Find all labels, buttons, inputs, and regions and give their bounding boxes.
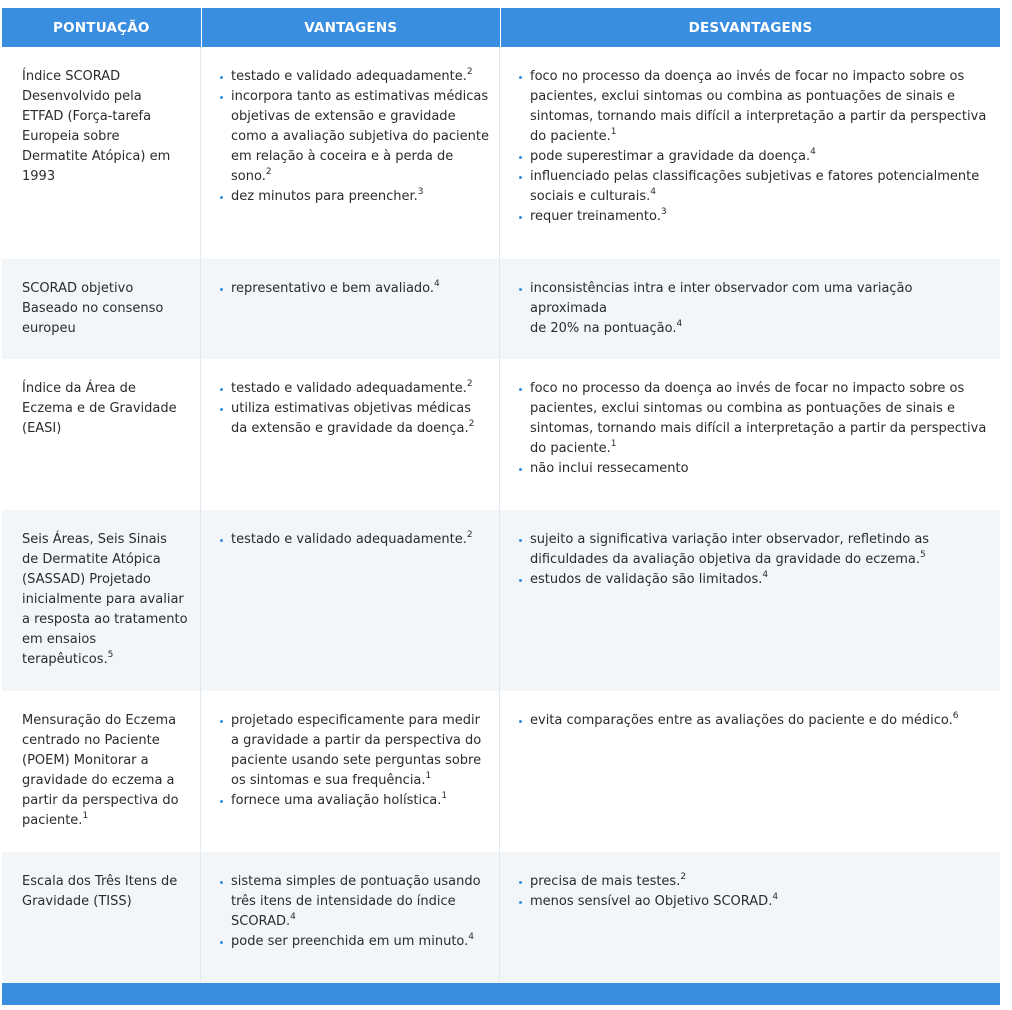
- reference-number: 2: [466, 66, 473, 77]
- reference-number: 1: [610, 438, 617, 449]
- disadvantage-item: [518, 207, 990, 227]
- cell-text-line: foco no processo da doença ao invés de focar no impacto sobre os: [530, 69, 965, 84]
- reference-number: 3: [417, 186, 424, 197]
- advantages-cell: [201, 47, 500, 259]
- score-name-line: Gravidade (TISS): [22, 894, 132, 909]
- header-pontuacao: PONTUAÇÃO: [2, 8, 202, 47]
- cell-text-line: influenciado pelas classificações subjetivas e fatores potencialmente: [530, 169, 980, 184]
- advantage-list: [219, 530, 489, 550]
- cell-text-line: três itens de intensidade do índice: [231, 894, 456, 909]
- table-footer-bar: [2, 983, 1000, 1005]
- advantage-list: [219, 279, 489, 299]
- advantage-item: [219, 872, 489, 932]
- cell-text-line: de 20% na pontuação.: [530, 321, 677, 336]
- table-row: [2, 510, 1000, 691]
- score-name-cell: [2, 852, 201, 982]
- disadvantage-item: [518, 530, 990, 570]
- disadvantage-item: [518, 711, 990, 731]
- cell-text-line: precisa de mais testes.: [530, 874, 681, 889]
- cell-text-line: testado e validado adequadamente.: [231, 381, 467, 396]
- score-name-line: Índice da Área de: [22, 381, 136, 396]
- reference-number: 4: [772, 891, 779, 902]
- cell-text-line: representativo e bem avaliado.: [231, 281, 435, 296]
- disadvantage-item: [518, 379, 990, 459]
- disadvantage-list: [518, 711, 990, 731]
- cell-text-line: pode ser preenchida em um minuto.: [231, 934, 469, 949]
- reference-number: 6: [952, 710, 959, 721]
- disadvantages-cell: [500, 852, 1000, 982]
- advantage-item: [219, 711, 489, 791]
- score-name-line: europeu: [22, 321, 76, 336]
- disadvantage-item: [518, 570, 990, 590]
- score-name-line: de Dermatite Atópica: [22, 552, 161, 567]
- score-name-line: gravidade do eczema a: [22, 773, 175, 788]
- reference-number: 2: [680, 871, 687, 882]
- cell-text-line: inconsistências intra e inter observador com uma variação aproximada: [530, 281, 913, 316]
- reference-number: 2: [466, 529, 473, 540]
- score-name-line: Baseado no consenso: [22, 301, 164, 316]
- score-name-cell: [2, 359, 201, 510]
- score-name-line: Índice SCORAD: [22, 69, 121, 84]
- score-name-line: centrado no Paciente: [22, 733, 160, 748]
- table-row: [2, 359, 1000, 510]
- cell-text-line: testado e validado adequadamente.: [231, 532, 467, 547]
- cell-text-line: sintomas, tornando mais difícil a interpretação a partir da perspectiva: [530, 421, 987, 436]
- score-name-cell: [2, 510, 201, 691]
- cell-text-line: sistema simples de pontuação usando: [231, 874, 481, 889]
- cell-text-line: evita comparações entre as avaliações do paciente e do médico.: [530, 713, 953, 728]
- advantages-cell: [201, 852, 500, 982]
- score-name-line: Seis Áreas, Seis Sinais: [22, 532, 167, 547]
- cell-text-line: como a avaliação subjetiva do paciente: [231, 129, 489, 144]
- disadvantages-cell: [500, 510, 1000, 691]
- cell-text-line: em relação à coceira e à perda de: [231, 149, 454, 164]
- cell-text-line: SCORAD.: [231, 914, 291, 929]
- score-name-line: (SASSAD) Projetado: [22, 572, 151, 587]
- advantage-item: [219, 187, 489, 207]
- disadvantage-item: [518, 147, 990, 167]
- score-name-line: Eczema e de Gravidade: [22, 401, 177, 416]
- table-row: [2, 691, 1000, 852]
- score-name-line: Desenvolvido pela: [22, 89, 142, 104]
- cell-text-line: dez minutos para preencher.: [231, 189, 418, 204]
- disadvantage-item: [518, 167, 990, 207]
- reference-number: 2: [265, 166, 272, 177]
- cell-text-line: sociais e culturais.: [530, 189, 651, 204]
- advantage-item: [219, 279, 489, 299]
- reference-number: 4: [810, 146, 816, 157]
- score-name-line: a resposta ao tratamento: [22, 612, 188, 627]
- header-vantagens: VANTAGENS: [202, 8, 501, 47]
- reference-number: 1: [425, 770, 432, 781]
- advantage-list: [219, 711, 489, 811]
- reference-number: 5: [920, 549, 926, 560]
- reference-number: 4: [290, 911, 296, 922]
- disadvantages-cell: [500, 691, 1000, 852]
- score-name-line: Mensuração do Eczema: [22, 713, 177, 728]
- cell-text-line: os sintomas e sua frequência.: [231, 773, 426, 788]
- score-name-line: terapêuticos.: [22, 652, 108, 667]
- table-body: [2, 47, 1000, 982]
- cell-text-line: não inclui ressecamento: [530, 461, 689, 476]
- score-name-line: Escala dos Três Itens de: [22, 874, 178, 889]
- score-name-line: (EASI): [22, 421, 62, 436]
- reference-number: 2: [468, 418, 475, 429]
- cell-text-line: pacientes, exclui sintomas ou combina as pontuações de sinais e: [530, 89, 955, 104]
- advantage-list: [219, 67, 489, 207]
- cell-text-line: utiliza estimativas objetivas médicas: [231, 401, 471, 416]
- advantage-item: [219, 791, 489, 811]
- reference-number: 4: [468, 931, 475, 942]
- score-name-line: 1993: [22, 169, 56, 184]
- advantages-cell: [201, 691, 500, 852]
- reference-number: 4: [650, 186, 656, 197]
- disadvantage-list: [518, 279, 990, 339]
- cell-text-line: a gravidade a partir da perspectiva do: [231, 733, 482, 748]
- cell-text-line: sono.: [231, 169, 266, 184]
- cell-text-line: menos sensível ao Objetivo SCORAD.: [530, 894, 773, 909]
- score-name-cell: [2, 259, 201, 359]
- score-name-line: ETFAD (Força-tarefa: [22, 109, 152, 124]
- table-row: [2, 259, 1000, 359]
- cell-text-line: paciente usando sete perguntas sobre: [231, 753, 482, 768]
- table-row: [2, 852, 1000, 982]
- cell-text-line: sintomas, tornando mais difícil a interpretação a partir da perspectiva: [530, 109, 987, 124]
- disadvantage-item: [518, 892, 990, 912]
- cell-text-line: pacientes, exclui sintomas ou combina as pontuações de sinais e: [530, 401, 955, 416]
- reference-number: 4: [676, 318, 683, 329]
- score-name-line: em ensaios: [22, 632, 97, 647]
- score-name-line: inicialmente para avaliar: [22, 592, 184, 607]
- advantage-item: [219, 379, 489, 399]
- reference-number: 2: [466, 378, 473, 389]
- disadvantages-cell: [500, 359, 1000, 510]
- cell-text-line: fornece uma avaliação holística.: [231, 793, 442, 808]
- reference-number: 4: [762, 569, 769, 580]
- reference-number: 1: [441, 790, 448, 801]
- advantage-item: [219, 530, 489, 550]
- disadvantage-list: [518, 67, 990, 227]
- advantages-cell: [201, 359, 500, 510]
- advantage-item: [219, 399, 489, 439]
- cell-text-line: testado e validado adequadamente.: [231, 69, 467, 84]
- reference-number: 1: [610, 126, 617, 137]
- disadvantage-item: [518, 459, 990, 479]
- advantage-list: [219, 872, 489, 952]
- cell-text-line: do paciente.: [530, 129, 611, 144]
- cell-text-line: estudos de validação são limitados.: [530, 572, 763, 587]
- cell-text-line: objetivas de extensão e gravidade: [231, 109, 456, 124]
- score-name-line: (POEM) Monitorar a: [22, 753, 149, 768]
- header-desvantagens: DESVANTAGENS: [688, 19, 813, 36]
- disadvantage-item: [518, 67, 990, 147]
- advantage-item: [219, 67, 489, 87]
- cell-text-line: projetado especificamente para medir: [231, 713, 481, 728]
- cell-text-line: da extensão e gravidade da doença.: [231, 421, 469, 436]
- score-name-line: paciente.: [22, 813, 83, 828]
- cell-text-line: pode superestimar a gravidade da doença.: [530, 149, 811, 164]
- cell-text-line: requer treinamento.: [530, 209, 661, 224]
- disadvantage-list: [518, 379, 990, 479]
- cell-text-line: foco no processo da doença ao invés de focar no impacto sobre os: [530, 381, 965, 396]
- disadvantage-list: [518, 872, 990, 912]
- table-row: [2, 47, 1000, 259]
- advantages-cell: [201, 510, 500, 691]
- advantage-list: [219, 379, 489, 439]
- disadvantages-cell: [500, 47, 1000, 259]
- disadvantages-cell: [500, 259, 1000, 359]
- advantages-cell: [201, 259, 500, 359]
- score-name-line: partir da perspectiva do: [22, 793, 179, 808]
- cell-text-line: do paciente.: [530, 441, 611, 456]
- advantage-item: [219, 87, 489, 187]
- cell-text-line: sujeito a significativa variação inter observador, refletindo as: [530, 532, 930, 547]
- reference-number: 5: [107, 649, 114, 660]
- score-name-line: Dermatite Atópica) em: [22, 149, 171, 164]
- disadvantage-item: [518, 279, 990, 339]
- reference-number: 1: [82, 810, 89, 821]
- score-name-line: Europeia sobre: [22, 129, 120, 144]
- score-name-cell: [2, 47, 201, 259]
- advantage-item: [219, 932, 489, 952]
- cell-text-line: dificuldades da avaliação objetiva da gravidade do eczema.: [530, 552, 920, 567]
- reference-number: 3: [660, 206, 667, 217]
- score-name-line: SCORAD objetivo: [22, 281, 134, 296]
- score-name-cell: [2, 691, 201, 852]
- reference-number: 4: [434, 278, 440, 289]
- disadvantage-item: [518, 872, 990, 892]
- table-header: [2, 8, 1000, 47]
- disadvantage-list: [518, 530, 990, 590]
- scoring-comparison-table: [2, 8, 1000, 982]
- cell-text-line: incorpora tanto as estimativas médicas: [231, 89, 489, 104]
